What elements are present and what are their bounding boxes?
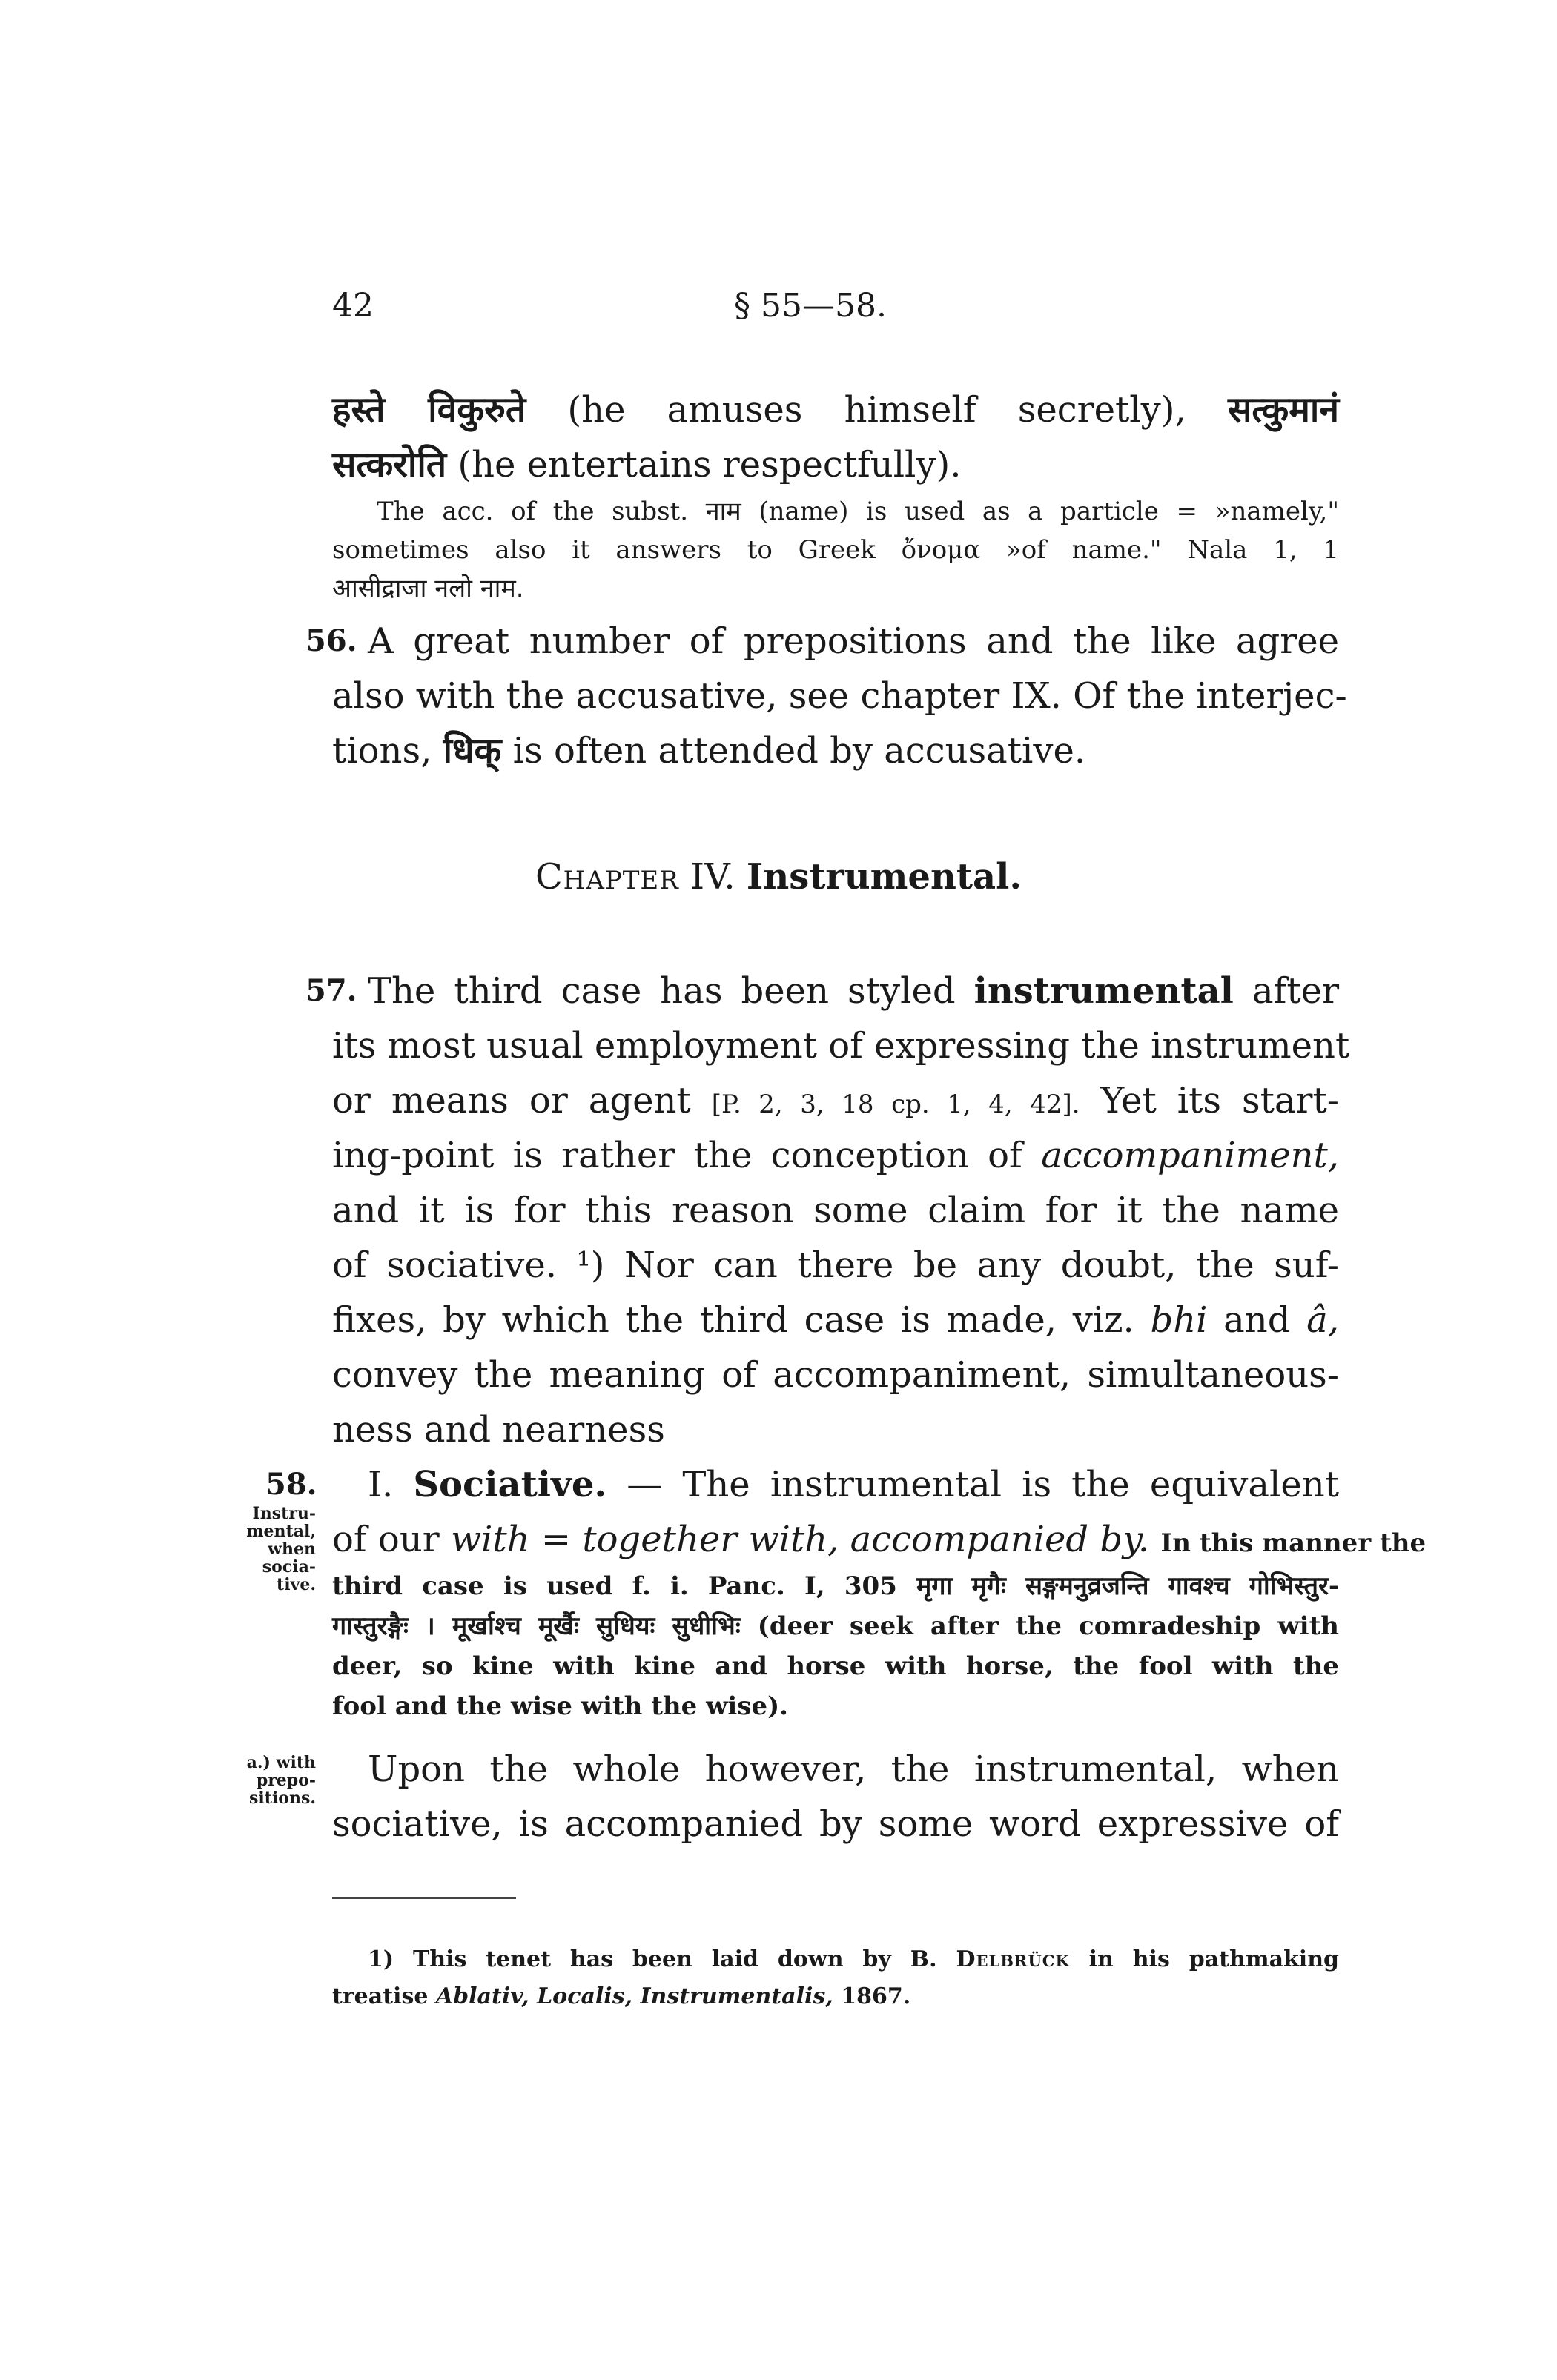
s56-line-3: [332, 723, 1085, 778]
term: with = together with, accompanied by.: [450, 1519, 1150, 1560]
deva-word: धिक्: [443, 730, 502, 772]
s57-line-7: [332, 1293, 1339, 1348]
deva-phrase: सत्करोति: [332, 444, 447, 485]
deva-phrase: हस्ते विकुरुते: [332, 389, 526, 431]
section-number: 56.: [305, 623, 357, 658]
text-run: in his pathmaking: [1088, 1946, 1339, 1972]
s58-line-1: [368, 1457, 1339, 1512]
s56-line-2: also with the accusative, see chapter IX. Of the interjec-: [332, 675, 1347, 717]
text-run: is often attended by accusative.: [512, 730, 1086, 772]
footnote-line-1: [368, 1942, 1339, 1978]
note-line-1: The acc. of the subst. नाम (name) is used as a particle = »namely,": [377, 497, 1339, 526]
term: bhi: [1150, 1299, 1208, 1341]
text-run: after: [1252, 970, 1340, 1012]
text-run: In this manner the: [1160, 1528, 1427, 1558]
s57-line-1: [368, 964, 1339, 1018]
footnote-rule: [332, 1897, 516, 1899]
text-run: 1867.: [841, 1983, 911, 2009]
text-run: or means or agent: [332, 1080, 691, 1121]
deva-phrase: सत्कुमानं: [1227, 389, 1339, 431]
text-run: treatise: [332, 1983, 429, 2009]
s58-line-8: sociative, is accompanied by some word expressive of: [332, 1803, 1339, 1845]
term: accompaniment,: [1041, 1135, 1340, 1176]
term: instrumental: [973, 970, 1234, 1012]
section-number: 57.: [305, 973, 357, 1008]
section-number: 58.: [265, 1467, 317, 1502]
text-run: ing-point is rather the conception of: [332, 1135, 1022, 1176]
title: Ablativ, Localis, Instrumentalis,: [435, 1983, 833, 2009]
chapter-numeral: IV.: [690, 856, 735, 898]
s57-line-9: ness and nearness: [332, 1409, 665, 1451]
top-line-1: [332, 382, 1339, 437]
note-line-2: sometimes also it answers to Greek ὄνομα »of name." Nala 1, 1: [332, 535, 1339, 565]
text-run: and: [1223, 1299, 1291, 1341]
s58-line-6: fool and the wise with the wise).: [332, 1691, 789, 1721]
s58-line-2: [332, 1512, 1427, 1567]
chapter-title: Instrumental.: [746, 856, 1022, 898]
s57-line-4: [332, 1128, 1339, 1183]
s57-line-3: [332, 1073, 1339, 1128]
s58-line-4: गास्तुरङ्गैः । मूर्खाश्च मूर्खैः सुधियः सुधीभिः (deer seek after the comradeship with: [332, 1611, 1339, 1641]
margin-note: a.) with prepo- sitions.: [246, 1753, 316, 1808]
term: Sociative.: [413, 1464, 607, 1505]
margin-note: Instru- mental, when socia- tive.: [246, 1504, 316, 1594]
text-run: fixes, by which the third case is made, viz.: [332, 1299, 1134, 1341]
s57-line-2: its most usual employment of expressing the instrument: [332, 1025, 1350, 1067]
text-run: 1) This tenet has been laid down by B.: [368, 1946, 937, 1972]
chapter-label: Chapter: [535, 856, 679, 898]
chapter-heading: [0, 849, 1557, 904]
text-run: I.: [368, 1464, 394, 1505]
s57-line-6: of sociative. ¹) Nor can there be any doubt, the suf-: [332, 1244, 1339, 1286]
top-line-2: [332, 437, 962, 492]
page-number: 42: [332, 287, 374, 325]
text-run: The third case has been styled: [368, 970, 956, 1012]
footnote-line-2: [332, 1979, 910, 2015]
author-name: Delbrück: [956, 1946, 1070, 1972]
gloss: (he amuses himself secretly),: [567, 389, 1186, 431]
s57-line-5: and it is for this reason some claim for it the name: [332, 1190, 1339, 1231]
gloss: (he entertains respectfully).: [457, 444, 962, 485]
s57-line-8: convey the meaning of accompaniment, simultaneous-: [332, 1354, 1339, 1396]
s56-line-1: A great number of prepositions and the like agree: [368, 620, 1339, 662]
text-run: tions,: [332, 730, 432, 772]
term: â,: [1306, 1299, 1339, 1341]
reference: [P. 2, 3, 18 cp. 1, 4, 42].: [711, 1090, 1080, 1119]
text-run: Yet its start-: [1100, 1080, 1339, 1121]
s58-line-7: Upon the whole however, the instrumental, when: [368, 1748, 1339, 1790]
section-range: § 55—58.: [734, 287, 887, 325]
text-run: — The instrumental is the equivalent: [627, 1464, 1340, 1505]
s58-line-5: deer, so kine with kine and horse with horse, the fool with the: [332, 1651, 1339, 1681]
text-run: of our: [332, 1519, 440, 1560]
note-line-3: आसीद्राजा नलो नाम.: [332, 574, 524, 603]
s58-line-3: third case is used f. i. Panc. I, 305 मृगा मृगैः सङ्गमनुव्रजन्ति गावश्च गोभिस्तुर-: [332, 1571, 1339, 1601]
